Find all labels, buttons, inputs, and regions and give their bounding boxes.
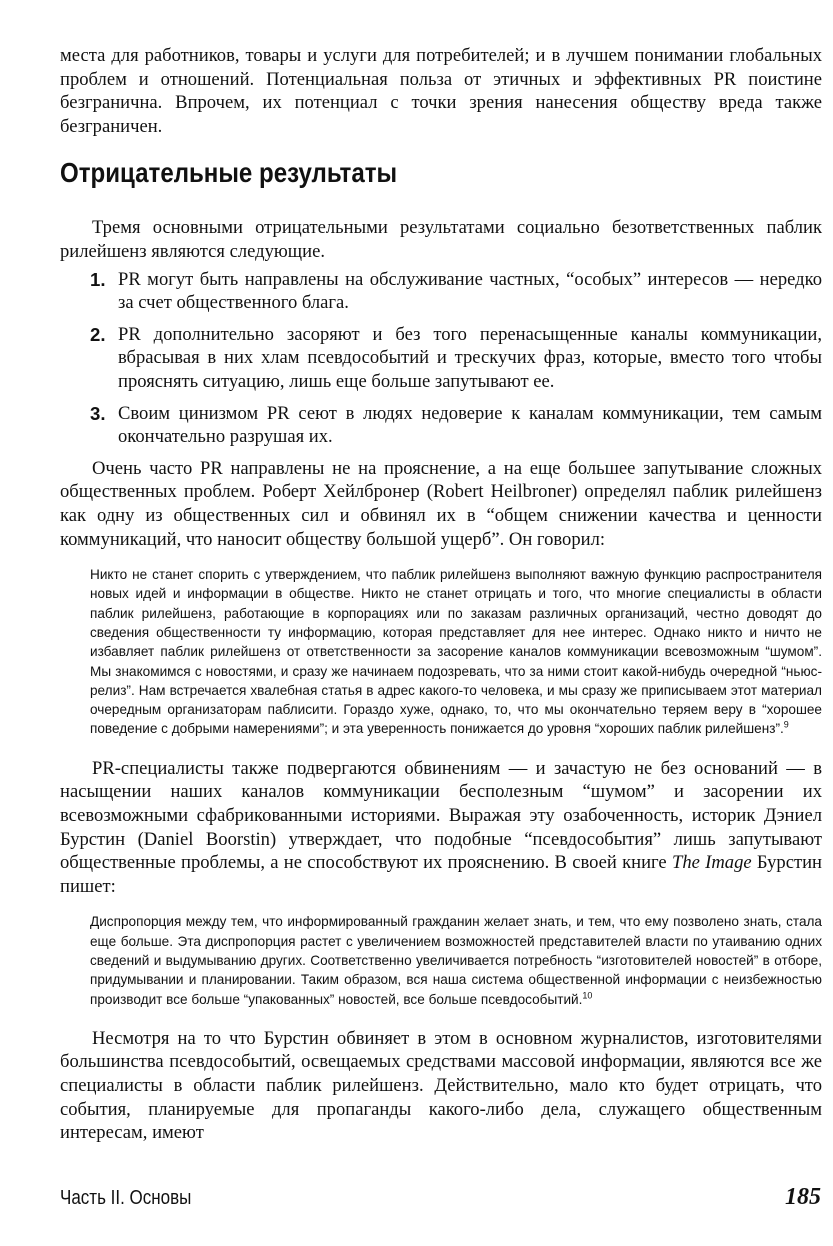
paragraph-text: PR-специалисты также подвергаются обвинениям — и зачастую не без оснований — в насыщении наших каналов коммуникации бесполезным “шумом” и засорении их всевозможными сфабрикованными историями. Выражая эту озабоченность, историк Дэниел Бурстин (Daniel Boorstin) утверждает, что подобные “псевдособытия” лишь запутывают общественные проблемы, а не способствуют их прояснению. В своей книге xyxy=(60,757,822,874)
list-item-number: 1. xyxy=(90,268,106,290)
list-item xyxy=(60,402,822,449)
list-item-number: 2. xyxy=(90,323,106,345)
intro-paragraph: места для работников, товары и услуги для потребителей; и в лучшем понимании глобальных проблем и отношений. Потенциальная польза от этичных и эффективных PR поистине безгранична. Впрочем, их потенциал с точки зрения нанесения обществу вреда также безграничен. xyxy=(60,45,822,137)
quote-text: Никто не станет спорить с утверждением, что паблик рилейшенз выполняют важную функцию распространителя новых идей и информации в обществе. Никто не станет отрицать и того, что многие специалисты в области паблик рилейшенз, работающие в корпорациях или по заказам различных организаций, честно доводят до сведения общественности ту информацию, которая представляет для нее интерес. Однако никто и ничто не избавляет паблик рилейшенз от ответственности за засорение каналов коммуникации всевозможным “шумом”. Мы знакомимся с новостями, и сразу же начинаем подозревать, что за ними стоит какой-нибудь очередной “ньюс-релиз”. Нам встречается хвалебная статья в адрес какого-то человека, и мы сразу же приписываем этот материал очередным организаторам паблисити. Гораздо хуже, однако, то, что мы окончательно теряем веру в “хорошее поведение с добрыми намерениями”; и эта уверенность понижается до уровня “хороших паблик рилейшенз”. xyxy=(90,567,822,737)
list-item-text: PR дополнительно засоряют и без того перенасыщенные каналы коммуникации, вбрасывая в них хлам псевдособытий и трескучих фраз, которые, вместо того чтобы прояснять ситуацию, лишь еще больше запутывают ее. xyxy=(118,323,822,392)
list-item xyxy=(60,323,822,394)
list-item-text: PR могут быть направлены на обслуживание частных, “особых” интересов — нередко за счет общественного блага. xyxy=(118,268,822,314)
footer-section-label: Часть II. Основы xyxy=(60,1187,192,1209)
paragraph-boorstin xyxy=(60,757,822,899)
quote-text: Диспропорция между тем, что информированный гражданин желает знать, и тем, что ему позволено знать, стала еще больше. Эта диспропорция растет с увеличением возможностей представителей власти по утаиванию одних сведений и выдумыванию других. Соответственно увеличивается потребность “изготовителей новостей” в отборе, придумывании и планировании. Таким образом, вся наша система общественной информации с неизбежностью производит все больше “упакованных” новостей, все больше псевдособытий. xyxy=(90,914,822,1007)
page-number: 185 xyxy=(785,1184,821,1210)
list-item xyxy=(60,268,822,315)
section-heading: Отрицательные результаты xyxy=(60,157,398,189)
paragraph-journalists: Несмотря на то что Бурстин обвиняет в этом в основном журналистов, изготовителями большинства псевдособытий, освещаемых средствами массовой информации, являются все же специалисты в области паблик рилейшенз. Действительно, мало кто будет отрицать, что события, планируемые для пропаганды какого-либо дела, служащего общественным интересам, имеют xyxy=(60,1027,822,1144)
book-title: The Image xyxy=(671,852,752,874)
block-quote-boorstin xyxy=(90,912,822,1008)
page-content xyxy=(60,44,822,1145)
list-item-text: Своим цинизмом PR сеют в людях недоверие к каналам коммуникации, тем самым окончательно разрушая их. xyxy=(118,402,822,448)
footnote-marker: 10 xyxy=(582,989,593,1000)
paragraph-text-end: Бурстин пишет: xyxy=(60,852,822,897)
numbered-list xyxy=(60,268,822,449)
footnote-marker: 9 xyxy=(783,719,789,730)
page-footer xyxy=(60,1184,821,1211)
paragraph-heilbroner: Очень часто PR направлены не на прояснение, а на еще большее запутывание сложных общественных проблем. Роберт Хейлбронер (Robert Heilbroner) определял паблик рилейшенз как одну из общественных сил и обвинял их в “общем снижении качества и ценности коммуникаций, что наносит обществу большой ущерб”. Он говорил: xyxy=(60,457,822,550)
list-item-number: 3. xyxy=(90,402,106,424)
block-quote-heilbroner xyxy=(90,565,822,739)
list-intro: Тремя основными отрицательными результатами социально безответственных паблик рилейшенз являются следующие. xyxy=(60,217,822,262)
